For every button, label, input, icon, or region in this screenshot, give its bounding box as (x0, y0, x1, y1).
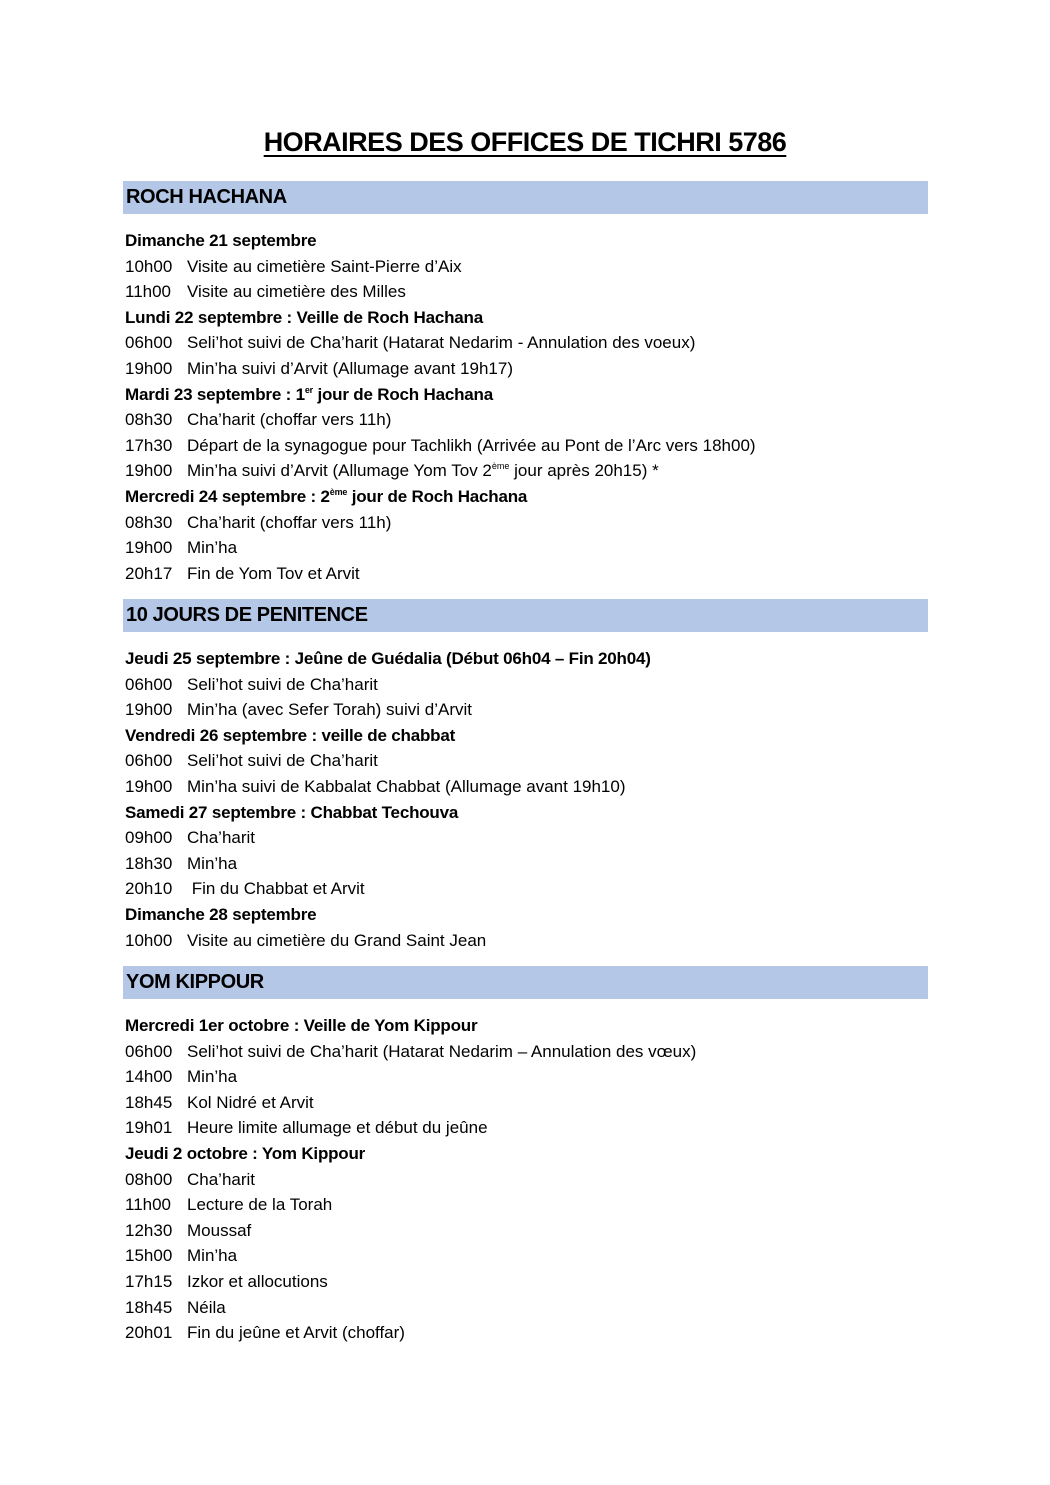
entry-text: Cha’harit (187, 1169, 256, 1189)
schedule-entry (125, 510, 928, 536)
day-heading (125, 1141, 928, 1167)
entry-text: Lecture de la Torah (187, 1195, 333, 1215)
entry-time: 06h00 (125, 751, 173, 771)
schedule-entry (125, 330, 928, 356)
day-heading-text: Lundi 22 septembre : Veille de Roch Hachana (125, 307, 483, 327)
section-10-jours-de-penitence (123, 599, 928, 953)
day-heading-text: Samedi 27 septembre : Chabbat Techouva (125, 802, 459, 822)
schedule-entry (125, 254, 928, 280)
entry-time: 17h15 (125, 1271, 173, 1291)
entry-time: 19h00 (125, 538, 173, 558)
entry-time: 18h30 (125, 853, 173, 873)
schedule-entry (125, 1064, 928, 1090)
section-yom-kippour (123, 966, 928, 1346)
schedule-entry (125, 1218, 928, 1244)
entry-time: 06h00 (125, 1041, 173, 1061)
entry-text: Fin de Yom Tov et Arvit (187, 563, 360, 583)
schedule-entry (125, 458, 928, 484)
entry-text: Seli’hot suivi de Cha’harit (187, 674, 378, 694)
entry-time: 20h10 (125, 879, 173, 899)
day-heading (125, 305, 928, 331)
entry-text: Visite au cimetière du Grand Saint Jean (187, 930, 487, 950)
entry-text: Kol Nidré et Arvit (187, 1092, 314, 1112)
schedule-entry (125, 1115, 928, 1141)
entry-text: Min’ha (187, 1246, 238, 1266)
schedule-entry (125, 928, 928, 954)
entry-time: 17h30 (125, 435, 173, 455)
schedule-entry (125, 1192, 928, 1218)
entry-time: 11h00 (125, 282, 172, 302)
day-heading (125, 723, 928, 749)
entry-time: 19h01 (125, 1118, 173, 1138)
entry-text: Seli’hot suivi de Cha’harit (Hatarat Nedarim - Annulation des voeux) (187, 333, 696, 353)
entry-text: Min’ha (187, 538, 238, 558)
entry-time: 14h00 (125, 1067, 173, 1087)
schedule-entry (125, 1039, 928, 1065)
schedule-entry (125, 1269, 928, 1295)
day-heading (125, 646, 928, 672)
day-heading-superscript: er (304, 384, 313, 395)
schedule-entry (125, 1167, 928, 1193)
entry-time: 19h00 (125, 461, 173, 481)
entry-text: Fin du jeûne et Arvit (choffar) (187, 1323, 405, 1343)
entry-text: Moussaf (187, 1220, 252, 1240)
day-heading-text: Mercredi 1er octobre : Veille de Yom Kippour (125, 1016, 478, 1035)
entry-time: 10h00 (125, 930, 173, 950)
entry-time: 10h00 (125, 256, 173, 276)
schedule-entry (125, 876, 928, 902)
schedule-entry (125, 748, 928, 774)
entry-superscript: ème (491, 461, 510, 472)
entry-time: 09h00 (125, 828, 173, 848)
entry-time: 08h30 (125, 512, 173, 532)
day-heading-rest: jour de Roch Hachana (347, 486, 528, 506)
schedule-entry (125, 433, 928, 459)
page-title: HORAIRES DES OFFICES DE TICHRI 5786 (263, 127, 787, 157)
schedule-entry (125, 672, 928, 698)
schedule-entry (125, 535, 928, 561)
day-heading-text: Vendredi 26 septembre : veille de chabbat (125, 725, 456, 745)
entry-time: 11h00 (125, 1195, 172, 1215)
entry-text: Izkor et allocutions (187, 1271, 328, 1291)
schedule-entry (125, 697, 928, 723)
schedule-entry (125, 1320, 928, 1346)
entry-time: 19h00 (125, 358, 173, 378)
entry-text: Fin du Chabbat et Arvit (187, 879, 365, 899)
schedule-entry (125, 825, 928, 851)
section-roch-hachana (123, 181, 928, 586)
entry-time: 06h00 (125, 333, 173, 353)
day-heading (125, 902, 928, 928)
schedule-entry (125, 1090, 928, 1116)
day-heading (125, 382, 928, 408)
day-heading (125, 484, 928, 510)
schedule-entry (125, 279, 928, 305)
entry-time: 19h00 (125, 776, 173, 796)
day-heading-text: Mercredi 24 septembre : 2 (125, 486, 330, 506)
entry-text: Heure limite allumage et début du jeûne (187, 1118, 488, 1138)
entry-text: Min’ha (187, 1067, 238, 1087)
entry-text: Min’ha suivi d’Arvit (Allumage avant 19h17) (187, 358, 513, 378)
section-header: 10 JOURS DE PENITENCE (123, 599, 928, 632)
entry-time: 20h17 (125, 563, 173, 583)
entry-time: 12h30 (125, 1220, 173, 1240)
schedule-entry (125, 1243, 928, 1269)
day-heading-text: Jeudi 2 octobre : Yom Kippour (125, 1143, 366, 1163)
schedule-lines (123, 228, 928, 586)
day-heading-text: Mardi 23 septembre : 1 (125, 384, 305, 404)
entry-time: 20h01 (125, 1323, 173, 1343)
day-heading-text: Jeudi 25 septembre : Jeûne de Guédalia (Début 06h04 – Fin 20h04) (125, 649, 651, 668)
entry-text: Seli’hot suivi de Cha’harit (Hatarat Nedarim – Annulation des vœux) (187, 1041, 697, 1061)
schedule-entry (125, 774, 928, 800)
section-header: YOM KIPPOUR (123, 966, 928, 999)
entry-text: Min’ha (avec Sefer Torah) suivi d’Arvit (187, 700, 473, 720)
schedule-entry (125, 561, 928, 587)
entry-text: Visite au cimetière Saint-Pierre d’Aix (187, 256, 462, 276)
entry-text: Départ de la synagogue pour Tachlikh (Arrivée au Pont de l’Arc vers 18h00) (187, 435, 756, 455)
day-heading-text: Dimanche 28 septembre (125, 904, 317, 924)
entry-text: Cha’harit (choffar vers 11h) (187, 512, 392, 532)
schedule-entry (125, 1295, 928, 1321)
schedule-entry (125, 851, 928, 877)
day-heading-superscript: ème (329, 486, 348, 497)
entry-time: 19h00 (125, 700, 173, 720)
entry-text: Min’ha suivi de Kabbalat Chabbat (Allumage avant 19h10) (187, 776, 626, 796)
day-heading (125, 228, 928, 254)
entry-time: 06h00 (125, 674, 173, 694)
entry-time: 08h00 (125, 1169, 173, 1189)
day-heading-rest: jour de Roch Hachana (312, 384, 493, 404)
schedule-entry (125, 407, 928, 433)
section-header: ROCH HACHANA (123, 181, 928, 214)
schedule-entry (125, 356, 928, 382)
entry-time: 18h45 (125, 1092, 173, 1112)
entry-text: Min’ha suivi d’Arvit (Allumage Yom Tov 2 (187, 461, 492, 481)
day-heading (125, 1013, 928, 1039)
entry-text: Cha’harit (187, 828, 256, 848)
entry-time: 15h00 (125, 1246, 173, 1266)
entry-text-rest: jour après 20h15) * (509, 461, 659, 481)
entry-text: Seli’hot suivi de Cha’harit (187, 751, 378, 771)
entry-text: Visite au cimetière des Milles (187, 282, 406, 302)
entry-text: Néila (187, 1297, 226, 1317)
entry-text: Min’ha (187, 853, 238, 873)
day-heading (125, 800, 928, 826)
day-heading-text: Dimanche 21 septembre (125, 231, 317, 250)
entry-time: 18h45 (125, 1297, 173, 1317)
entry-text: Cha’harit (choffar vers 11h) (187, 410, 392, 430)
schedule-lines (123, 646, 928, 953)
schedule-lines (123, 1013, 928, 1346)
entry-time: 08h30 (125, 410, 173, 430)
